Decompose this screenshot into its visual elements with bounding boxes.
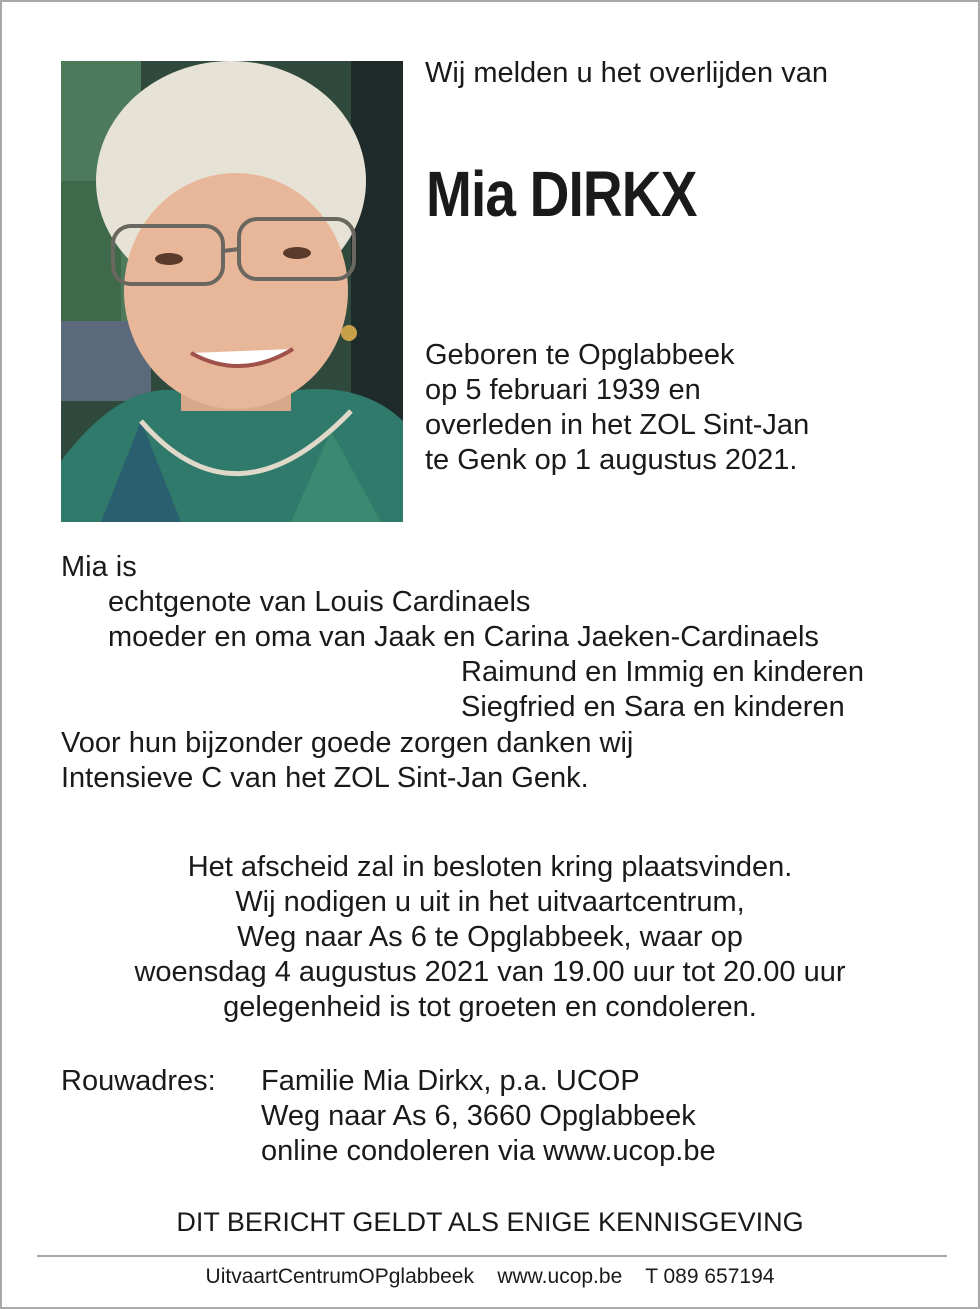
portrait-illustration	[61, 61, 403, 522]
farewell-details	[2, 850, 978, 1025]
birth-line: op 5 februari 1939 en	[425, 374, 701, 406]
farewell-line: gelegenheid is tot groeten en condoleren.	[223, 991, 757, 1023]
address-label: Rouwadres:	[61, 1065, 216, 1097]
portrait-photo	[61, 61, 403, 522]
footer-phone: T 089 657194	[645, 1265, 775, 1288]
address-line: Familie Mia Dirkx, p.a. UCOP	[261, 1065, 640, 1097]
birth-line: Geboren te Opglabbeek	[425, 339, 735, 371]
address-line: Weg naar As 6, 3660 Opglabbeek	[261, 1100, 696, 1132]
footer	[2, 1264, 978, 1290]
farewell-line: Het afscheid zal in besloten kring plaatsvinden.	[187, 851, 793, 883]
deceased-name: Mia DIRKX	[426, 158, 697, 230]
address-block	[261, 1064, 716, 1169]
thanks-line: Intensieve C van het ZOL Sint-Jan Genk.	[61, 762, 589, 794]
footer-website: www.ucop.be	[497, 1265, 623, 1288]
family-children-line: moeder en oma van Jaak en Carina Jaeken-Cardinaels	[108, 621, 819, 653]
birth-death-details	[425, 338, 809, 478]
intro-text: Wij melden u het overlijden van	[425, 57, 828, 89]
family-spouse: echtgenote van Louis Cardinaels	[108, 586, 531, 618]
birth-line: overleden in het ZOL Sint-Jan	[425, 409, 810, 441]
farewell-line: Wij nodigen u uit in het uitvaartcentrum,	[235, 886, 745, 918]
family-children-line: Raimund en Immig en kinderen	[461, 656, 864, 688]
thanks-line: Voor hun bijzonder goede zorgen danken wij	[61, 727, 634, 759]
address-line: online condoleren via www.ucop.be	[261, 1135, 716, 1167]
farewell-line: woensdag 4 augustus 2021 van 19.00 uur tot 20.00 uur	[134, 956, 846, 988]
footer-divider	[37, 1255, 947, 1257]
family-intro: Mia is	[61, 551, 137, 583]
footer-company: UitvaartCentrumOPglabbeek	[205, 1265, 474, 1288]
family-children-line: Siegfried en Sara en kinderen	[461, 691, 845, 723]
birth-line: te Genk op 1 augustus 2021.	[425, 444, 798, 476]
farewell-line: Weg naar As 6 te Opglabbeek, waar op	[237, 921, 743, 953]
notice-text: DIT BERICHT GELDT ALS ENIGE KENNISGEVING	[176, 1207, 804, 1237]
